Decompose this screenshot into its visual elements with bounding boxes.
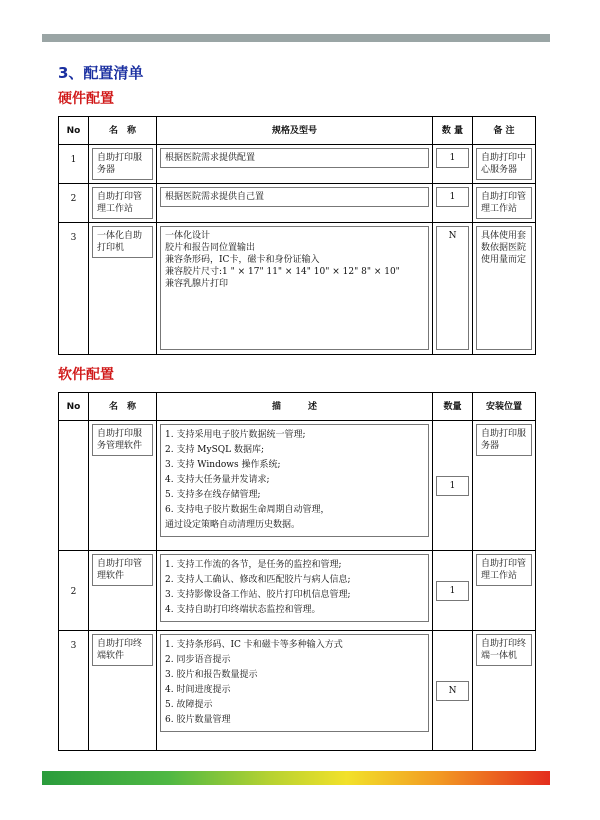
row-desc: 1. 支持工作流的各节，是任务的监控和管理; 2. 支持人工确认、修改和匹配胶片与病人信息; 3. 支持影像设备工作站、胶片打印机信息管理; 4. 支持自助打印终端状态监控和管理。: [160, 554, 429, 622]
table-row: [59, 223, 536, 355]
row-desc: 1. 支持条形码、IC 卡和磁卡等多种输入方式 2. 同步语音提示 3. 胶片和报告数量提示 4. 时间进度提示 5. 故障提示 6. 胶片数量管理: [160, 634, 429, 732]
row-location: 自助打印管理工作站: [476, 554, 532, 586]
table-row: [59, 184, 536, 223]
row-name: 一体化自助打印机: [92, 226, 153, 258]
row-location: 自助打印服务器: [476, 424, 532, 456]
header-note: 备 注: [473, 117, 536, 145]
row-spec: 一体化设计 胶片和报告同位置输出 兼容条形码，IC卡，磁卡和身份证输入 兼容胶片尺寸:1 " × 17" 11" × 14" 10" × 12" 8" × 10" 兼容乳腺片打印: [160, 226, 429, 350]
row-no: 2: [70, 587, 77, 597]
header-qty: 数 量: [433, 117, 473, 145]
row-note: 自助打印中心服务器: [476, 148, 532, 180]
header-desc: 描 述: [157, 393, 433, 421]
row-qty: 1: [436, 476, 469, 496]
bottom-gradient-bar: [42, 771, 550, 785]
table-row: [59, 145, 536, 184]
row-note: 自助打印管理工作站: [476, 187, 532, 219]
header-no: No: [59, 393, 89, 421]
row-spec: 根据医院需求提供自己置: [160, 187, 429, 207]
header-qty: 数量: [433, 393, 473, 421]
hardware-title: 硬件配置: [58, 91, 114, 107]
row-location: 自助打印终端一体机: [476, 634, 532, 666]
header-name: 名 称: [89, 117, 157, 145]
top-decorative-bar: [42, 34, 550, 42]
row-spec: 根据医院需求提供配置: [160, 148, 429, 168]
row-name: 自助打印管理软件: [92, 554, 153, 586]
software-header-row: [59, 393, 536, 421]
row-no: 3: [70, 233, 77, 243]
row-no: 3: [70, 641, 77, 651]
header-spec: 规格及型号: [157, 117, 433, 145]
row-name: 自助打印服务管理软件: [92, 424, 153, 456]
row-note: 具体使用套数依据医院使用量而定: [476, 226, 532, 350]
row-qty: 1: [436, 187, 469, 207]
row-no: [62, 424, 85, 444]
row-name: 自助打印管理工作站: [92, 187, 153, 219]
table-row: [59, 421, 536, 551]
table-row: [59, 551, 536, 631]
header-name: 名 称: [89, 393, 157, 421]
row-no: 1: [70, 155, 77, 165]
section-title: 3、配置清单: [58, 64, 144, 82]
row-name: 自助打印服务器: [92, 148, 153, 180]
hardware-table: [58, 116, 536, 355]
row-name: 自助打印终端软件: [92, 634, 153, 666]
row-qty: N: [436, 226, 469, 350]
hardware-header-row: [59, 117, 536, 145]
header-no: No: [59, 117, 89, 145]
software-table: [58, 392, 536, 751]
software-title: 软件配置: [58, 367, 114, 383]
table-row: [59, 631, 536, 751]
row-qty: N: [436, 681, 469, 701]
row-qty: 1: [436, 148, 469, 168]
header-location: 安装位置: [473, 393, 536, 421]
row-desc: 1. 支持采用电子胶片数据统一管理; 2. 支持 MySQL 数据库; 3. 支持 Windows 操作系统; 4. 支持大任务量并发请求; 5. 支持多在线存储管理; 6. 支持电子胶片数据生命周期自动管理， 通过设定策略自动清理历史数据。: [160, 424, 429, 537]
row-qty: 1: [436, 581, 469, 601]
row-no: 2: [70, 194, 77, 204]
